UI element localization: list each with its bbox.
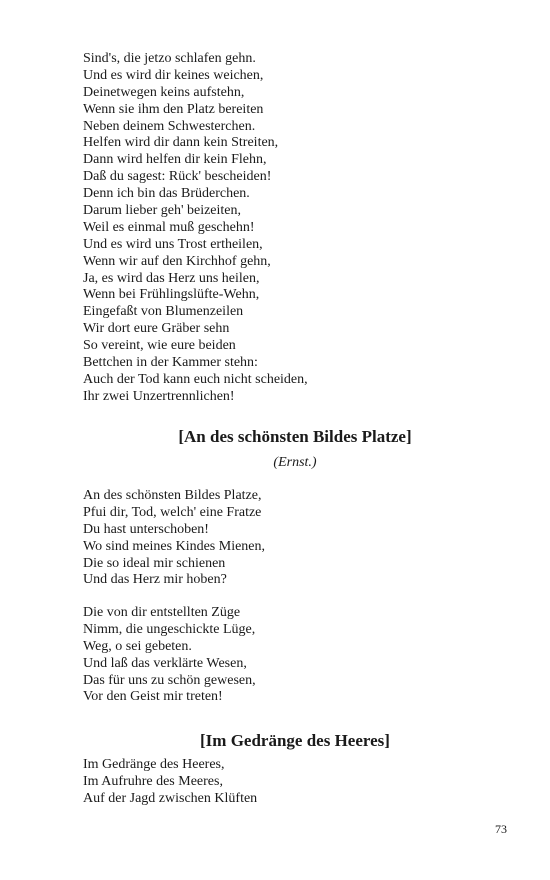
- verse-line: Dann wird helfen dir kein Flehn,: [83, 152, 267, 168]
- verse-line: Und es wird dir keines weichen,: [83, 67, 264, 83]
- verse-line: Du hast unterschoben!: [83, 521, 209, 537]
- stanza-3a: [83, 757, 257, 808]
- page-number: 73: [495, 822, 507, 836]
- verse-line: Bettchen in der Kammer stehn:: [83, 355, 258, 371]
- verse-line: Wenn wir auf den Kirchhof gehn,: [83, 253, 271, 269]
- verse-line: Ja, es wird das Herz uns heilen,: [83, 270, 260, 286]
- verse-line: Und laß das verklärte Wesen,: [83, 655, 247, 671]
- verse-line: Auch der Tod kann euch nicht scheiden,: [83, 371, 308, 387]
- verse-line: Wenn sie ihm den Platz bereiten: [83, 101, 264, 117]
- poem-title: [An des schönsten Bildes Platze]: [178, 427, 412, 446]
- verse-line: So vereint, wie eure beiden: [83, 338, 236, 354]
- verse-line: Und es wird uns Trost ertheilen,: [83, 236, 263, 252]
- verse-line: Nimm, die ungeschickte Lüge,: [83, 621, 256, 637]
- stanza-1: [83, 51, 308, 406]
- verse-line: Pfui dir, Tod, welch' eine Fratze: [83, 504, 262, 520]
- verse-line: Auf der Jagd zwischen Klüften: [83, 790, 258, 806]
- verse-line: Deinetwegen keins aufstehn,: [83, 84, 245, 100]
- verse-line: Die von dir entstellten Züge: [83, 605, 241, 620]
- verse-line: Denn ich bin das Brüderchen.: [83, 186, 250, 202]
- verse-line: Wo sind meines Kindes Mienen,: [83, 538, 266, 554]
- verse-line: Die so ideal mir schienen: [83, 555, 226, 571]
- verse-line: Daß du sagest: Rück' bescheiden!: [83, 169, 272, 185]
- verse-line: Ihr zwei Unzertrennlichen!: [83, 388, 235, 404]
- verse-line: Eingefaßt von Blumenzeilen: [83, 304, 244, 320]
- verse-line: Sind's, die jetzo schlafen gehn.: [83, 51, 256, 66]
- verse-line: Weg, o sei gebeten.: [83, 638, 192, 654]
- poem-title: [Im Gedränge des Heeres]: [200, 731, 390, 750]
- stanza-2b: [83, 605, 256, 706]
- verse-line: Darum lieber geh' beizeiten,: [83, 203, 242, 219]
- verse-line: An des schönsten Bildes Platze,: [83, 488, 262, 503]
- stanza-2a: [83, 488, 265, 589]
- verse-line: Im Gedränge des Heeres,: [83, 757, 225, 772]
- verse-line: Das für uns zu schön gewesen,: [83, 672, 256, 688]
- verse-line: Wir dort eure Gräber sehn: [83, 321, 230, 337]
- verse-line: Wenn bei Frühlingslüfte-Wehn,: [83, 287, 260, 303]
- verse-line: Helfen wird dir dann kein Streiten,: [83, 135, 279, 151]
- verse-line: Vor den Geist mir treten!: [83, 689, 223, 705]
- poem-subtitle: (Ernst.): [273, 455, 317, 470]
- verse-line: Neben deinem Schwesterchen.: [83, 118, 256, 134]
- verse-line: Und das Herz mir hoben?: [83, 572, 227, 588]
- verse-line: Weil es einmal muß geschehn!: [83, 219, 255, 235]
- verse-line: Im Aufruhre des Meeres,: [83, 773, 223, 789]
